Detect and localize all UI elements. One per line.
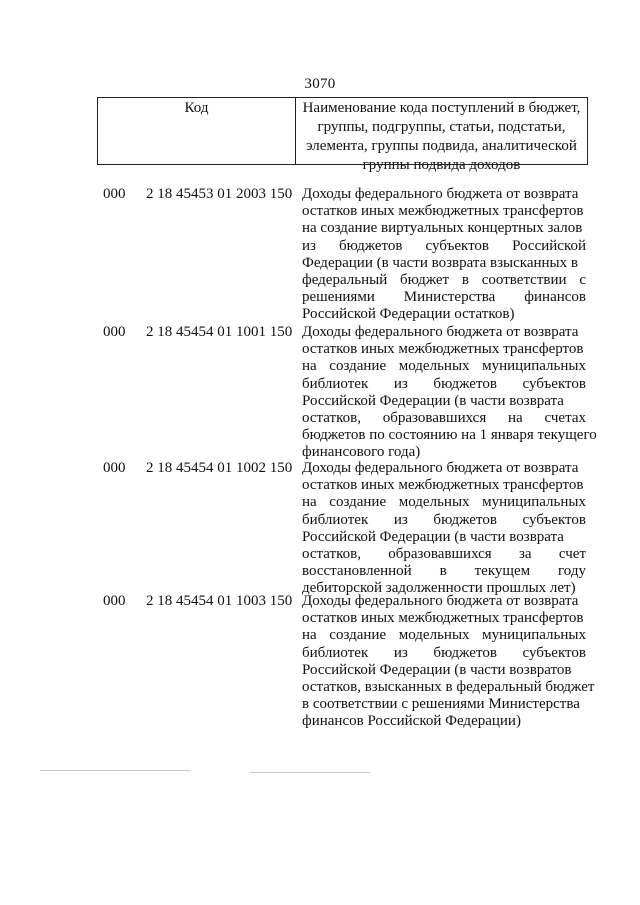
description-line: на создание модельных муниципальных: [302, 358, 586, 375]
description-line: библиотек из бюджетов субъектов: [302, 511, 586, 528]
description-line: остатков иных межбюджетных трансфертов: [302, 203, 584, 220]
admin-code: 000: [103, 593, 126, 609]
header-code-cell: Код: [98, 98, 296, 164]
income-description: [302, 460, 586, 598]
admin-code: 000: [103, 460, 126, 476]
income-description: [302, 324, 597, 462]
admin-code: 000: [103, 186, 126, 202]
description-line: из бюджетов субъектов Российской: [302, 237, 586, 254]
description-line: Доходы федерального бюджета от возврата: [302, 460, 579, 476]
description-line: библиотек из бюджетов субъектов: [302, 375, 586, 392]
description-line: остатков иных межбюджетных трансфертов: [302, 610, 584, 627]
admin-code: 000: [103, 324, 126, 340]
description-line: Российской Федерации (в части возвратов: [302, 661, 572, 678]
description-line: бюджетов по состоянию на 1 января текущего: [302, 427, 597, 444]
scan-artifact: [40, 770, 190, 771]
income-description: [302, 593, 595, 731]
description-line: остатков, взысканных в федеральный бюджет: [302, 679, 595, 696]
description-line: решениями Министерства финансов: [302, 289, 586, 306]
table-header: [97, 97, 588, 173]
header-name-line: элемента, группы подвида, аналитической: [306, 138, 577, 154]
description-line: финансового года): [302, 444, 421, 461]
income-code: 2 18 45453 01 2003 150: [146, 186, 293, 202]
description-line: на создание модельных муниципальных: [302, 627, 586, 644]
description-line: финансов Российской Федерации): [302, 713, 521, 730]
description-line: Доходы федерального бюджета от возврата: [302, 593, 579, 609]
description-line: библиотек из бюджетов субъектов: [302, 644, 586, 661]
description-line: в соответствии с решениями Министерства: [302, 696, 580, 713]
income-code: 2 18 45454 01 1002 150: [146, 460, 293, 476]
scan-artifact: [250, 772, 370, 773]
description-line: остатков иных межбюджетных трансфертов: [302, 341, 584, 358]
description-line: Российской Федерации (в части возврата: [302, 528, 564, 545]
header-name-cell: [296, 98, 587, 173]
income-description: [302, 186, 586, 324]
description-line: Доходы федерального бюджета от возврата: [302, 324, 579, 340]
header-name-line: группы подвида доходов: [362, 157, 521, 173]
description-line: Российской Федерации остатков): [302, 306, 515, 323]
page-number: 3070: [304, 76, 336, 92]
description-line: дебиторской задолженности прошлых лет): [302, 580, 576, 597]
description-line: восстановленной в текущем году: [302, 563, 586, 580]
description-line: федеральный бюджет в соответствии с: [302, 272, 586, 289]
description-line: Доходы федерального бюджета от возврата: [302, 186, 579, 202]
description-line: Российской Федерации (в части возврата: [302, 392, 564, 409]
description-line: остатков, образовавшихся на счетах: [302, 410, 586, 427]
description-line: остатков иных межбюджетных трансфертов: [302, 477, 584, 494]
header-name-line: Наименование кода поступлений в бюджет,: [302, 100, 581, 116]
description-line: на создание модельных муниципальных: [302, 494, 586, 511]
description-line: Федерации (в части возврата взысканных в: [302, 254, 578, 271]
description-line: остатков, образовавшихся за счет: [302, 546, 586, 563]
income-code: 2 18 45454 01 1001 150: [146, 324, 293, 340]
income-code: 2 18 45454 01 1003 150: [146, 593, 293, 609]
header-name-line: группы, подгруппы, статьи, подстатьи,: [317, 119, 566, 135]
description-line: на создание виртуальных концертных залов: [302, 220, 583, 237]
